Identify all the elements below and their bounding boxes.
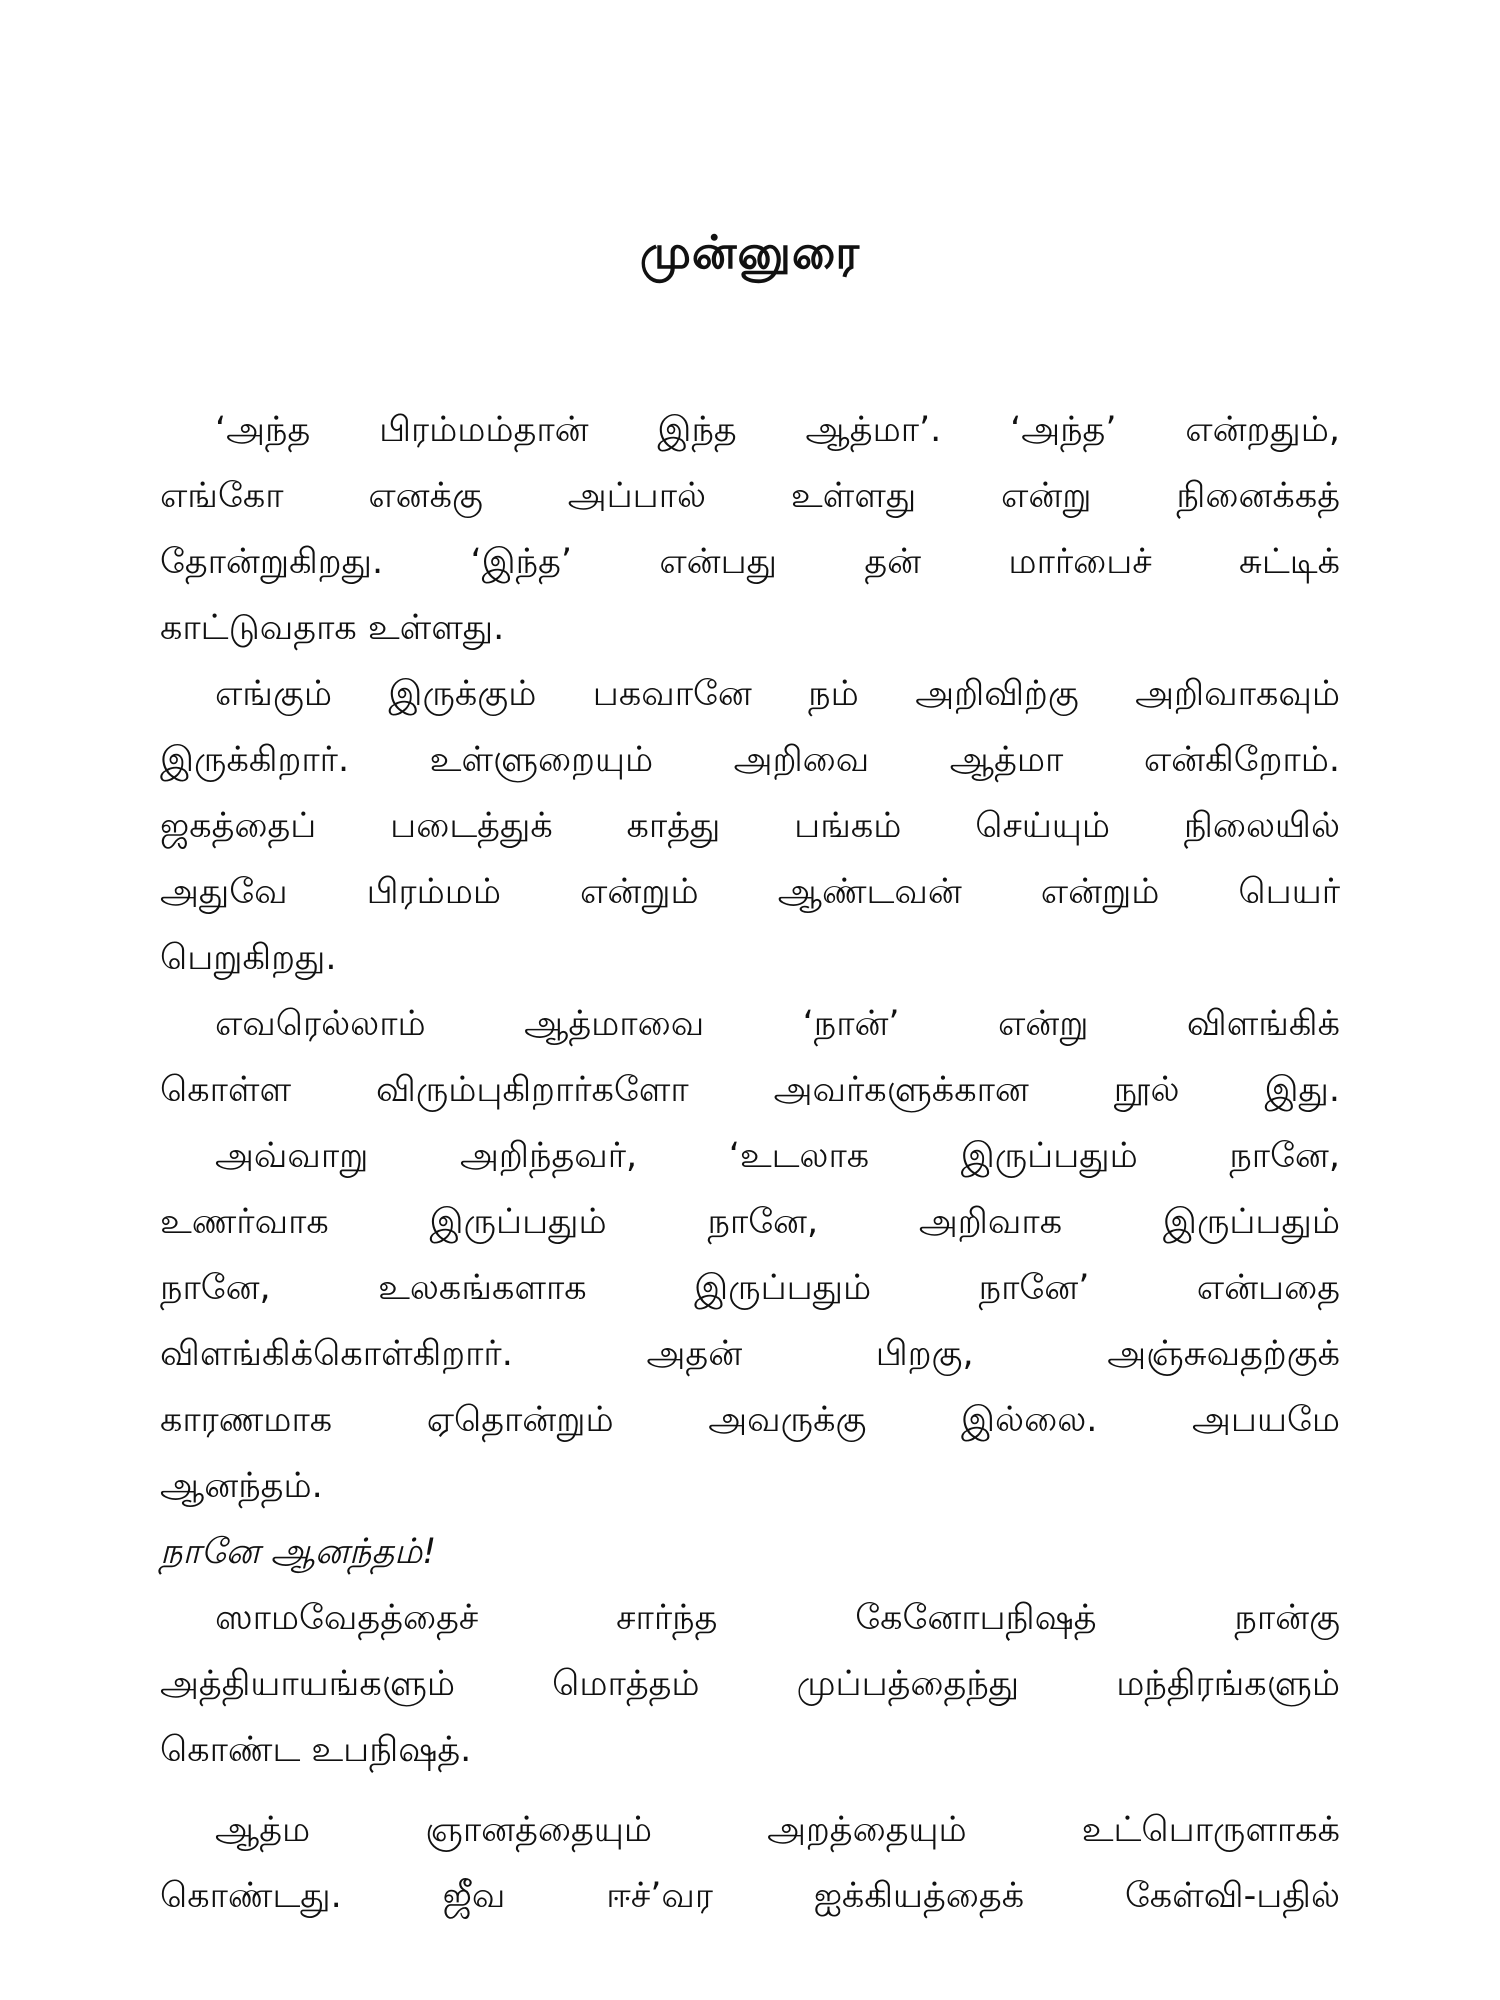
text-line: ஆனந்தம். xyxy=(160,1466,323,1506)
text-line: அதுவே பிரம்மம் என்றும் ஆண்டவன் என்றும் பெயர் xyxy=(160,872,1340,912)
text-line: எங்கோ எனக்கு அப்பால் உள்ளது என்று நினைக்கத் xyxy=(160,476,1340,516)
text-line: அத்தியாயங்களும் மொத்தம் முப்பத்தைந்து மந்திரங்களும் xyxy=(160,1664,1340,1704)
text-line: பெறுகிறது. xyxy=(160,938,337,978)
text-line: ஸாமவேதத்தைச் சார்ந்த கேனோபநிஷத் நான்கு xyxy=(215,1598,1340,1638)
text-line: கொள்ள விரும்புகிறார்களோ அவர்களுக்கான நூல் இது. xyxy=(160,1070,1340,1110)
text-line: நானே ஆனந்தம்! xyxy=(160,1532,437,1572)
text-line: காட்டுவதாக உள்ளது. xyxy=(160,608,505,648)
page-title: முன்னுரை xyxy=(639,225,861,279)
text-line: காரணமாக ஏதொன்றும் அவருக்கு இல்லை. அபயமே xyxy=(160,1400,1340,1440)
text-line: தோன்றுகிறது. ‘இந்த’ என்பது தன் மார்பைச் சுட்டிக் xyxy=(160,542,1340,582)
text-line: எங்கும் இருக்கும் பகவானே நம் அறிவிற்கு அறிவாகவும் xyxy=(215,674,1340,714)
text-line: அவ்வாறு அறிந்தவர், ‘உடலாக இருப்பதும் நானே, xyxy=(215,1136,1340,1176)
text-line: நானே, உலகங்களாக இருப்பதும் நானே’ என்பதை xyxy=(160,1268,1340,1308)
text-line: உணர்வாக இருப்பதும் நானே, அறிவாக இருப்பதும் xyxy=(160,1202,1340,1242)
text-line: ‘அந்த பிரம்மம்தான் இந்த ஆத்மா’. ‘அந்த’ என்றதும், xyxy=(215,410,1340,450)
text-line: எவரெல்லாம் ஆத்மாவை ‘நான்’ என்று விளங்கிக் xyxy=(215,1004,1340,1044)
text-line: இருக்கிறார். உள்ளுறையும் அறிவை ஆத்மா என்கிறோம். xyxy=(160,740,1340,780)
text-line: விளங்கிக்கொள்கிறார். அதன் பிறகு, அஞ்சுவதற்குக் xyxy=(160,1334,1340,1374)
text-line: கொண்டது. ஜீவ ஈச்’வர ஐக்கியத்தைக் கேள்வி-பதில் xyxy=(160,1876,1340,1916)
text-line: ஜகத்தைப் படைத்துக் காத்து பங்கம் செய்யும் நிலையில் xyxy=(160,806,1340,846)
text-line: கொண்ட உபநிஷத். xyxy=(160,1730,472,1770)
text-line: ஆத்ம ஞானத்தையும் அறத்தையும் உட்பொருளாகக் xyxy=(215,1810,1340,1850)
